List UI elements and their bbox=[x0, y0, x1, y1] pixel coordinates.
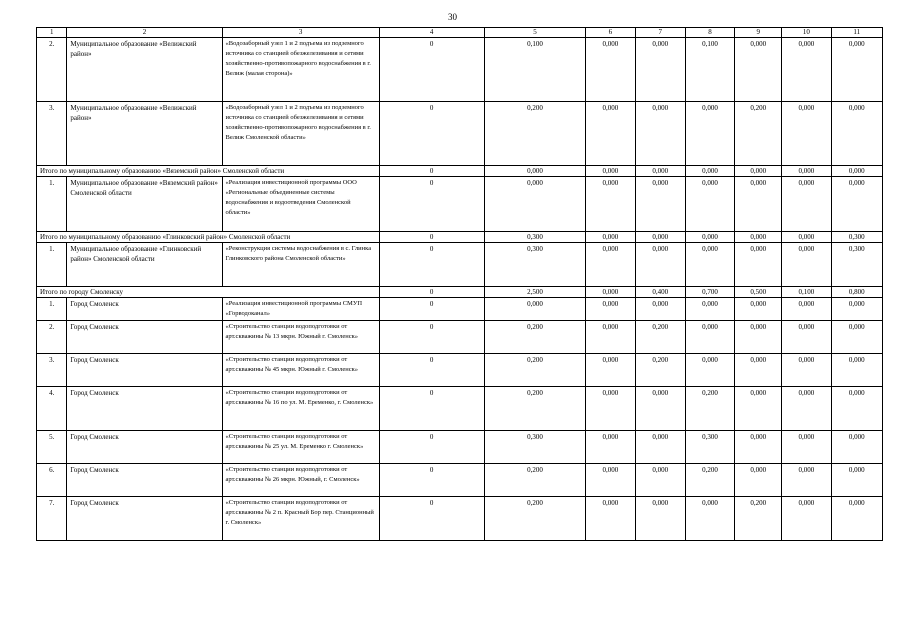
subtotal-value: 0 bbox=[379, 166, 484, 177]
subtotal-value: 0,000 bbox=[735, 166, 782, 177]
value-cell: 0,000 bbox=[831, 387, 882, 431]
row-number: 6. bbox=[37, 464, 67, 497]
value-cell: 0,100 bbox=[484, 38, 586, 102]
subtotal-value: 0,000 bbox=[735, 232, 782, 243]
subtotal-label: Итого по муниципальному образованию «Вяземский район» Смоленской области bbox=[37, 166, 380, 177]
value-cell: 0,200 bbox=[484, 387, 586, 431]
value-cell: 0,200 bbox=[635, 354, 685, 387]
value-cell: 0,000 bbox=[635, 38, 685, 102]
value-cell: 0,000 bbox=[586, 321, 635, 354]
column-header: 9 bbox=[735, 28, 782, 38]
column-header: 7 bbox=[635, 28, 685, 38]
value-cell: 0,200 bbox=[484, 102, 586, 166]
project-cell: «Реализация инвестиционной программы ООО «Региональные объединенные системы водоснабжения и водоотведения Смоленской области» bbox=[222, 177, 379, 232]
value-cell: 0,000 bbox=[586, 497, 635, 541]
value-cell: 0,300 bbox=[685, 431, 734, 464]
subtotal-row bbox=[37, 232, 883, 243]
row-number: 1. bbox=[37, 243, 67, 287]
value-cell: 0 bbox=[379, 497, 484, 541]
value-cell: 0,000 bbox=[831, 321, 882, 354]
project-cell: «Водозаборный узел 1 и 2 подъема из подземного источника со станцией обезжелезивания и сетями хозяйственно-противопожарного водоснабжения в г. Велиж (малая сторона)» bbox=[222, 38, 379, 102]
project-cell: «Реализация инвестиционной программы СМУП «Горводоканал» bbox=[222, 298, 379, 321]
table-row bbox=[37, 387, 883, 431]
project-cell: «Строительство станции водоподготовки от арт.скважины № 16 по ул. М. Еременко, г. Смоленск» bbox=[222, 387, 379, 431]
row-number: 7. bbox=[37, 497, 67, 541]
project-cell: «Строительство станции водоподготовки от арт.скважины № 45 мкрн. Южный г. Смоленск» bbox=[222, 354, 379, 387]
municipality-cell: Муниципальное образование «Глинковский район» Смоленской области bbox=[67, 243, 222, 287]
table-row bbox=[37, 431, 883, 464]
subtotal-value: 0,800 bbox=[831, 287, 882, 298]
value-cell: 0,000 bbox=[586, 243, 635, 287]
column-header: 5 bbox=[484, 28, 586, 38]
value-cell: 0,000 bbox=[831, 102, 882, 166]
subtotal-label: Итого по муниципальному образованию «Глинковский район» Смоленской области bbox=[37, 232, 380, 243]
value-cell: 0,000 bbox=[685, 298, 734, 321]
value-cell: 0,000 bbox=[586, 102, 635, 166]
subtotal-value: 0,000 bbox=[586, 287, 635, 298]
project-cell: «Строительство станции водоподготовки от арт.скважины № 26 мкрн. Южный, г. Смоленск» bbox=[222, 464, 379, 497]
value-cell: 0,000 bbox=[782, 38, 831, 102]
value-cell: 0,000 bbox=[782, 354, 831, 387]
value-cell: 0,000 bbox=[735, 464, 782, 497]
column-header: 2 bbox=[67, 28, 222, 38]
value-cell: 0,000 bbox=[685, 102, 734, 166]
column-header: 8 bbox=[685, 28, 734, 38]
subtotal-value: 2,500 bbox=[484, 287, 586, 298]
municipality-cell: Муниципальное образование «Вяземский район» Смоленской области bbox=[67, 177, 222, 232]
value-cell: 0 bbox=[379, 387, 484, 431]
value-cell: 0,000 bbox=[635, 298, 685, 321]
row-number: 1. bbox=[37, 177, 67, 232]
value-cell: 0,000 bbox=[782, 464, 831, 497]
value-cell: 0 bbox=[379, 177, 484, 232]
value-cell: 0,200 bbox=[484, 464, 586, 497]
value-cell: 0,000 bbox=[586, 38, 635, 102]
row-number: 1. bbox=[37, 298, 67, 321]
value-cell: 0,000 bbox=[782, 497, 831, 541]
value-cell: 0,000 bbox=[635, 177, 685, 232]
value-cell: 0 bbox=[379, 243, 484, 287]
subtotal-value: 0,000 bbox=[635, 166, 685, 177]
subtotal-value: 0,000 bbox=[782, 232, 831, 243]
row-number: 3. bbox=[37, 354, 67, 387]
project-cell: «Строительство станции водоподготовки от арт.скважины № 13 мкрн. Южный г. Смоленск» bbox=[222, 321, 379, 354]
value-cell: 0,000 bbox=[484, 177, 586, 232]
subtotal-value: 0 bbox=[379, 287, 484, 298]
value-cell: 0,300 bbox=[484, 431, 586, 464]
value-cell: 0,200 bbox=[685, 387, 734, 431]
value-cell: 0,000 bbox=[586, 298, 635, 321]
municipality-cell: Город Смоленск bbox=[67, 464, 222, 497]
subtotal-value: 0,000 bbox=[484, 166, 586, 177]
project-cell: «Строительство станции водоподготовки от арт.скважины № 25 ул. М. Еременко г. Смоленск» bbox=[222, 431, 379, 464]
municipality-cell: Муниципальное образование «Велижский район» bbox=[67, 38, 222, 102]
data-table bbox=[36, 27, 883, 541]
value-cell: 0,000 bbox=[484, 298, 586, 321]
value-cell: 0,000 bbox=[685, 243, 734, 287]
value-cell: 0,300 bbox=[484, 243, 586, 287]
value-cell: 0 bbox=[379, 431, 484, 464]
table-row bbox=[37, 321, 883, 354]
column-header: 10 bbox=[782, 28, 831, 38]
row-number: 4. bbox=[37, 387, 67, 431]
subtotal-value: 0,000 bbox=[586, 232, 635, 243]
value-cell: 0,000 bbox=[735, 321, 782, 354]
value-cell: 0,000 bbox=[635, 387, 685, 431]
subtotal-value: 0,000 bbox=[586, 166, 635, 177]
value-cell: 0,000 bbox=[782, 177, 831, 232]
project-cell: «Строительство станции водоподготовки от арт.скважины № 2 п. Красный Бор пер. Станционный г. Смоленск» bbox=[222, 497, 379, 541]
value-cell: 0,000 bbox=[782, 387, 831, 431]
value-cell: 0,000 bbox=[685, 354, 734, 387]
municipality-cell: Город Смоленск bbox=[67, 387, 222, 431]
table-row bbox=[37, 102, 883, 166]
row-number: 2. bbox=[37, 38, 67, 102]
subtotal-value: 0,000 bbox=[635, 232, 685, 243]
subtotal-value: 0,500 bbox=[735, 287, 782, 298]
value-cell: 0,200 bbox=[484, 321, 586, 354]
municipality-cell: Город Смоленск bbox=[67, 354, 222, 387]
value-cell: 0,000 bbox=[685, 177, 734, 232]
table-row bbox=[37, 177, 883, 232]
value-cell: 0,000 bbox=[735, 387, 782, 431]
value-cell: 0,000 bbox=[782, 243, 831, 287]
value-cell: 0,000 bbox=[685, 497, 734, 541]
table-row bbox=[37, 354, 883, 387]
row-number: 5. bbox=[37, 431, 67, 464]
value-cell: 0,000 bbox=[586, 431, 635, 464]
value-cell: 0,000 bbox=[635, 243, 685, 287]
value-cell: 0,200 bbox=[484, 354, 586, 387]
subtotal-value: 0,400 bbox=[635, 287, 685, 298]
value-cell: 0,000 bbox=[735, 177, 782, 232]
value-cell: 0,000 bbox=[735, 38, 782, 102]
value-cell: 0,000 bbox=[735, 431, 782, 464]
value-cell: 0,000 bbox=[831, 298, 882, 321]
value-cell: 0,000 bbox=[782, 321, 831, 354]
subtotal-value: 0,000 bbox=[685, 166, 734, 177]
value-cell: 0,000 bbox=[635, 464, 685, 497]
header-row bbox=[37, 28, 883, 38]
value-cell: 0,200 bbox=[735, 497, 782, 541]
value-cell: 0,000 bbox=[635, 102, 685, 166]
value-cell: 0,000 bbox=[782, 431, 831, 464]
value-cell: 0 bbox=[379, 321, 484, 354]
municipality-cell: Город Смоленск bbox=[67, 298, 222, 321]
table-row bbox=[37, 243, 883, 287]
value-cell: 0,200 bbox=[635, 321, 685, 354]
value-cell: 0,000 bbox=[831, 354, 882, 387]
row-number: 2. bbox=[37, 321, 67, 354]
value-cell: 0,000 bbox=[782, 298, 831, 321]
value-cell: 0 bbox=[379, 464, 484, 497]
value-cell: 0,000 bbox=[831, 177, 882, 232]
table-row bbox=[37, 38, 883, 102]
column-header: 11 bbox=[831, 28, 882, 38]
value-cell: 0,000 bbox=[782, 102, 831, 166]
value-cell: 0,000 bbox=[586, 354, 635, 387]
project-cell: «Реконструкция системы водоснабжения в с. Глинка Глинковского района Смоленской области» bbox=[222, 243, 379, 287]
value-cell: 0,000 bbox=[831, 464, 882, 497]
column-header: 3 bbox=[222, 28, 379, 38]
table-row bbox=[37, 298, 883, 321]
municipality-cell: Город Смоленск bbox=[67, 321, 222, 354]
value-cell: 0 bbox=[379, 38, 484, 102]
value-cell: 0,000 bbox=[586, 387, 635, 431]
subtotal-value: 0 bbox=[379, 232, 484, 243]
page-number: 30 bbox=[448, 12, 457, 22]
municipality-cell: Муниципальное образование «Велижский район» bbox=[67, 102, 222, 166]
table-row bbox=[37, 464, 883, 497]
value-cell: 0,100 bbox=[685, 38, 734, 102]
column-header: 4 bbox=[379, 28, 484, 38]
subtotal-value: 0,000 bbox=[782, 166, 831, 177]
subtotal-value: 0,300 bbox=[831, 232, 882, 243]
value-cell: 0,200 bbox=[735, 102, 782, 166]
value-cell: 0,000 bbox=[735, 354, 782, 387]
column-header: 1 bbox=[37, 28, 67, 38]
table-row bbox=[37, 497, 883, 541]
subtotal-label: Итого по городу Смоленску bbox=[37, 287, 380, 298]
subtotal-value: 0,000 bbox=[685, 232, 734, 243]
value-cell: 0 bbox=[379, 102, 484, 166]
value-cell: 0,000 bbox=[586, 464, 635, 497]
value-cell: 0,000 bbox=[586, 177, 635, 232]
subtotal-row bbox=[37, 166, 883, 177]
column-header: 6 bbox=[586, 28, 635, 38]
project-cell: «Водозаборный узел 1 и 2 подъема из подземного источника со станцией обезжелезивания и сетями хозяйственно-противопожарного водоснабжения в г. Велиж Смоленской области» bbox=[222, 102, 379, 166]
subtotal-value: 0,700 bbox=[685, 287, 734, 298]
row-number: 3. bbox=[37, 102, 67, 166]
value-cell: 0,000 bbox=[635, 431, 685, 464]
value-cell: 0,200 bbox=[484, 497, 586, 541]
subtotal-row bbox=[37, 287, 883, 298]
value-cell: 0,000 bbox=[831, 431, 882, 464]
value-cell: 0 bbox=[379, 298, 484, 321]
value-cell: 0 bbox=[379, 354, 484, 387]
value-cell: 0,000 bbox=[735, 243, 782, 287]
value-cell: 0,000 bbox=[735, 298, 782, 321]
subtotal-value: 0,300 bbox=[484, 232, 586, 243]
municipality-cell: Город Смоленск bbox=[67, 497, 222, 541]
value-cell: 0,000 bbox=[831, 38, 882, 102]
value-cell: 0,000 bbox=[685, 321, 734, 354]
value-cell: 0,000 bbox=[831, 497, 882, 541]
subtotal-value: 0,000 bbox=[831, 166, 882, 177]
value-cell: 0,300 bbox=[831, 243, 882, 287]
value-cell: 0,000 bbox=[635, 497, 685, 541]
municipality-cell: Город Смоленск bbox=[67, 431, 222, 464]
value-cell: 0,200 bbox=[685, 464, 734, 497]
subtotal-value: 0,100 bbox=[782, 287, 831, 298]
